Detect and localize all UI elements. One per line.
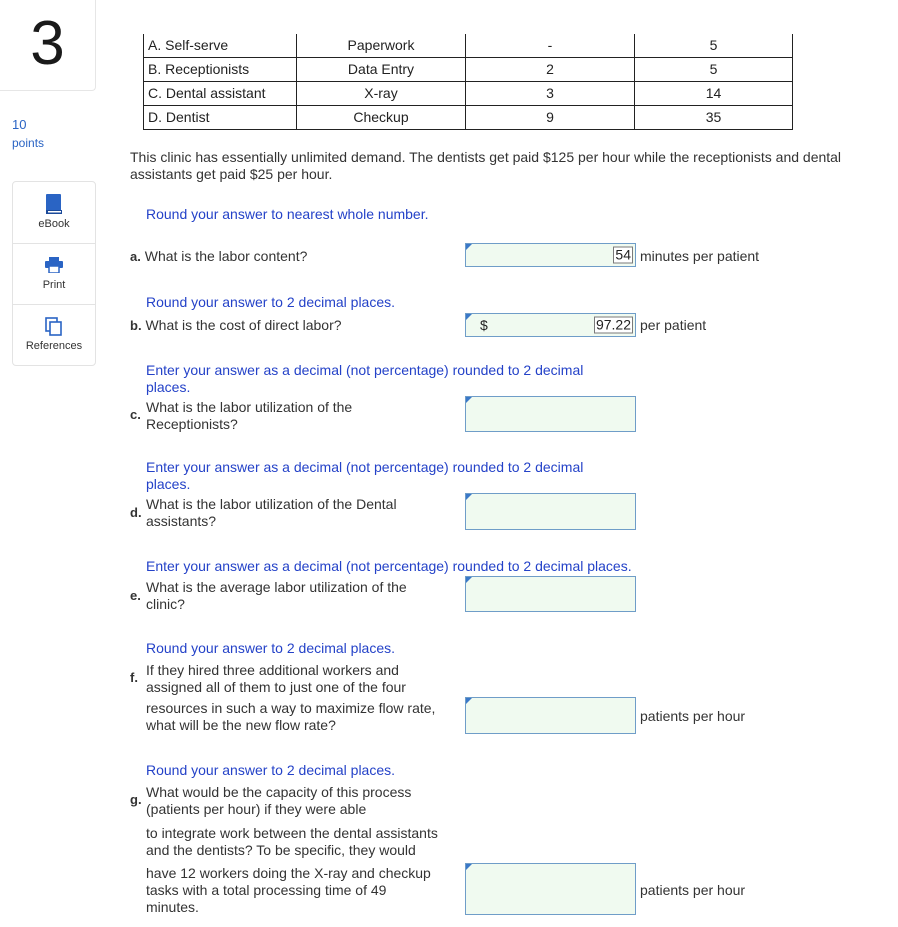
- table-row: [144, 82, 793, 106]
- tools-panel: [12, 181, 96, 366]
- part-b-answer-field[interactable]: [465, 313, 636, 337]
- part-b-text: What is the cost of direct labor?: [145, 317, 342, 333]
- table-cell: -: [466, 34, 635, 58]
- part-a-letter: a.: [130, 249, 141, 264]
- part-c-letter: c.: [130, 407, 141, 422]
- table-row: [144, 106, 793, 130]
- part-g-line2: (patients per hour) if they were able: [146, 801, 367, 817]
- table-row: [144, 58, 793, 82]
- part-f-line3: resources in such a way to maximize flow rate,: [146, 700, 436, 716]
- part-g-line6: tasks with a total processing time of 49: [146, 882, 387, 898]
- part-c-hint-line1: Enter your answer as a decimal (not percentage) rounded to 2 decimal: [146, 362, 584, 378]
- book-icon: [13, 194, 95, 214]
- part-f-line4: what will be the new flow rate?: [146, 717, 336, 733]
- table-cell: 3: [466, 82, 635, 106]
- part-c-hint: [146, 362, 583, 396]
- part-e-hint: Enter your answer as a decimal (not percentage) rounded to 2 decimal places.: [146, 558, 632, 574]
- part-f-letter: f.: [130, 670, 138, 685]
- part-g-answer-field[interactable]: [465, 863, 636, 915]
- part-b-unit: per patient: [640, 317, 707, 333]
- part-g-unit: patients per hour: [640, 882, 746, 898]
- part-f-question-b: [146, 700, 435, 734]
- part-g-line3: to integrate work between the dental assistants: [146, 825, 438, 841]
- table-cell: A. Self-serve: [144, 34, 297, 58]
- part-a-question: [130, 248, 307, 265]
- part-g-line4: and the dentists? To be specific, they would: [146, 842, 416, 858]
- part-d-line2: assistants?: [146, 513, 217, 529]
- table-cell: 14: [635, 82, 793, 106]
- table-row: [144, 34, 793, 58]
- table-cell: D. Dentist: [144, 106, 297, 130]
- table-cell: X-ray: [297, 82, 466, 106]
- table-cell: Checkup: [297, 106, 466, 130]
- part-g-letter: g.: [130, 792, 142, 807]
- flag-icon: [466, 864, 472, 870]
- part-d-question: [146, 496, 397, 530]
- part-f-question-a: [146, 662, 406, 696]
- part-a-unit: minutes per patient: [640, 248, 760, 264]
- problem-intro: This clinic has essentially unlimited demand. The dentists get paid $125 per hour while the receptionists and dental assistants get paid $25 per hour.: [130, 149, 842, 182]
- part-d-hint-line1: Enter your answer as a decimal (not percentage) rounded to 2 decimal: [146, 459, 584, 475]
- print-label: Print: [42, 279, 66, 291]
- part-g-question-c: [146, 865, 431, 916]
- table-cell: 2: [466, 58, 635, 82]
- part-d-answer-field[interactable]: [465, 493, 636, 530]
- part-a-text: What is the labor content?: [144, 248, 308, 264]
- part-e-line2: clinic?: [146, 596, 185, 612]
- part-a-answer-value: 54: [615, 246, 631, 263]
- part-g-question-b: [146, 825, 438, 859]
- part-a-hint: Round your answer to nearest whole number.: [146, 206, 429, 222]
- flag-icon: [466, 244, 472, 250]
- part-f-hint: Round your answer to 2 decimal places.: [146, 640, 396, 656]
- part-f-answer-field[interactable]: [465, 697, 636, 734]
- part-f-unit: patients per hour: [640, 708, 746, 724]
- flag-icon: [466, 698, 472, 704]
- part-c-question: [146, 399, 352, 433]
- references-label: References: [25, 340, 83, 352]
- part-c-line2: Receptionists?: [146, 416, 238, 432]
- table-cell: 5: [635, 58, 793, 82]
- table-cell: B. Receptionists: [144, 58, 297, 82]
- part-g-question-a: [146, 784, 411, 818]
- references-icon: [13, 317, 95, 336]
- part-c-line1: What is the labor utilization of the: [146, 399, 353, 415]
- part-d-hint-line2: places.: [146, 476, 191, 492]
- flag-icon: [466, 577, 472, 583]
- currency-prefix: $: [480, 317, 488, 333]
- ebook-button[interactable]: [13, 182, 95, 244]
- flag-icon: [466, 397, 472, 403]
- table-cell: Data Entry: [297, 58, 466, 82]
- printer-icon: [13, 257, 95, 273]
- part-e-letter: e.: [130, 588, 141, 603]
- flag-icon: [466, 314, 472, 320]
- part-f-line1: If they hired three additional workers and: [146, 662, 399, 678]
- part-c-hint-line2: places.: [146, 379, 191, 395]
- references-button[interactable]: [13, 304, 95, 365]
- print-button[interactable]: [13, 243, 95, 305]
- part-g-line5: have 12 workers doing the X-ray and checkup: [146, 865, 431, 881]
- part-f-line2: assigned all of them to just one of the four: [146, 679, 406, 695]
- part-b-question: [130, 317, 342, 334]
- ebook-label: eBook: [38, 218, 70, 230]
- part-e-question: [146, 579, 407, 613]
- part-b-hint: Round your answer to 2 decimal places.: [146, 294, 396, 310]
- table-top-mask: [143, 31, 795, 34]
- part-e-line1: What is the average labor utilization of the: [146, 579, 407, 595]
- part-b-answer-value: 97.22: [595, 316, 631, 333]
- part-g-hint: Round your answer to 2 decimal places.: [146, 762, 396, 778]
- part-e-answer-field[interactable]: [465, 576, 636, 612]
- part-d-hint: [146, 459, 583, 493]
- points-label: points: [12, 136, 45, 150]
- process-table: [143, 33, 793, 130]
- flag-icon: [466, 494, 472, 500]
- part-g-line1: What would be the capacity of this process: [146, 784, 412, 800]
- part-d-letter: d.: [130, 505, 142, 520]
- part-c-answer-field[interactable]: [465, 396, 636, 432]
- table-cell: 9: [466, 106, 635, 130]
- table-cell: 35: [635, 106, 793, 130]
- part-a-answer-field[interactable]: [465, 243, 636, 267]
- table-cell: C. Dental assistant: [144, 82, 297, 106]
- part-d-line1: What is the labor utilization of the Dental: [146, 496, 397, 512]
- points-value: 10: [12, 117, 27, 132]
- part-g-line7: minutes.: [146, 899, 199, 915]
- question-number: 3: [30, 9, 65, 78]
- part-b-letter: b.: [130, 318, 142, 333]
- table-cell: Paperwork: [297, 34, 466, 58]
- table-cell: 5: [635, 34, 793, 58]
